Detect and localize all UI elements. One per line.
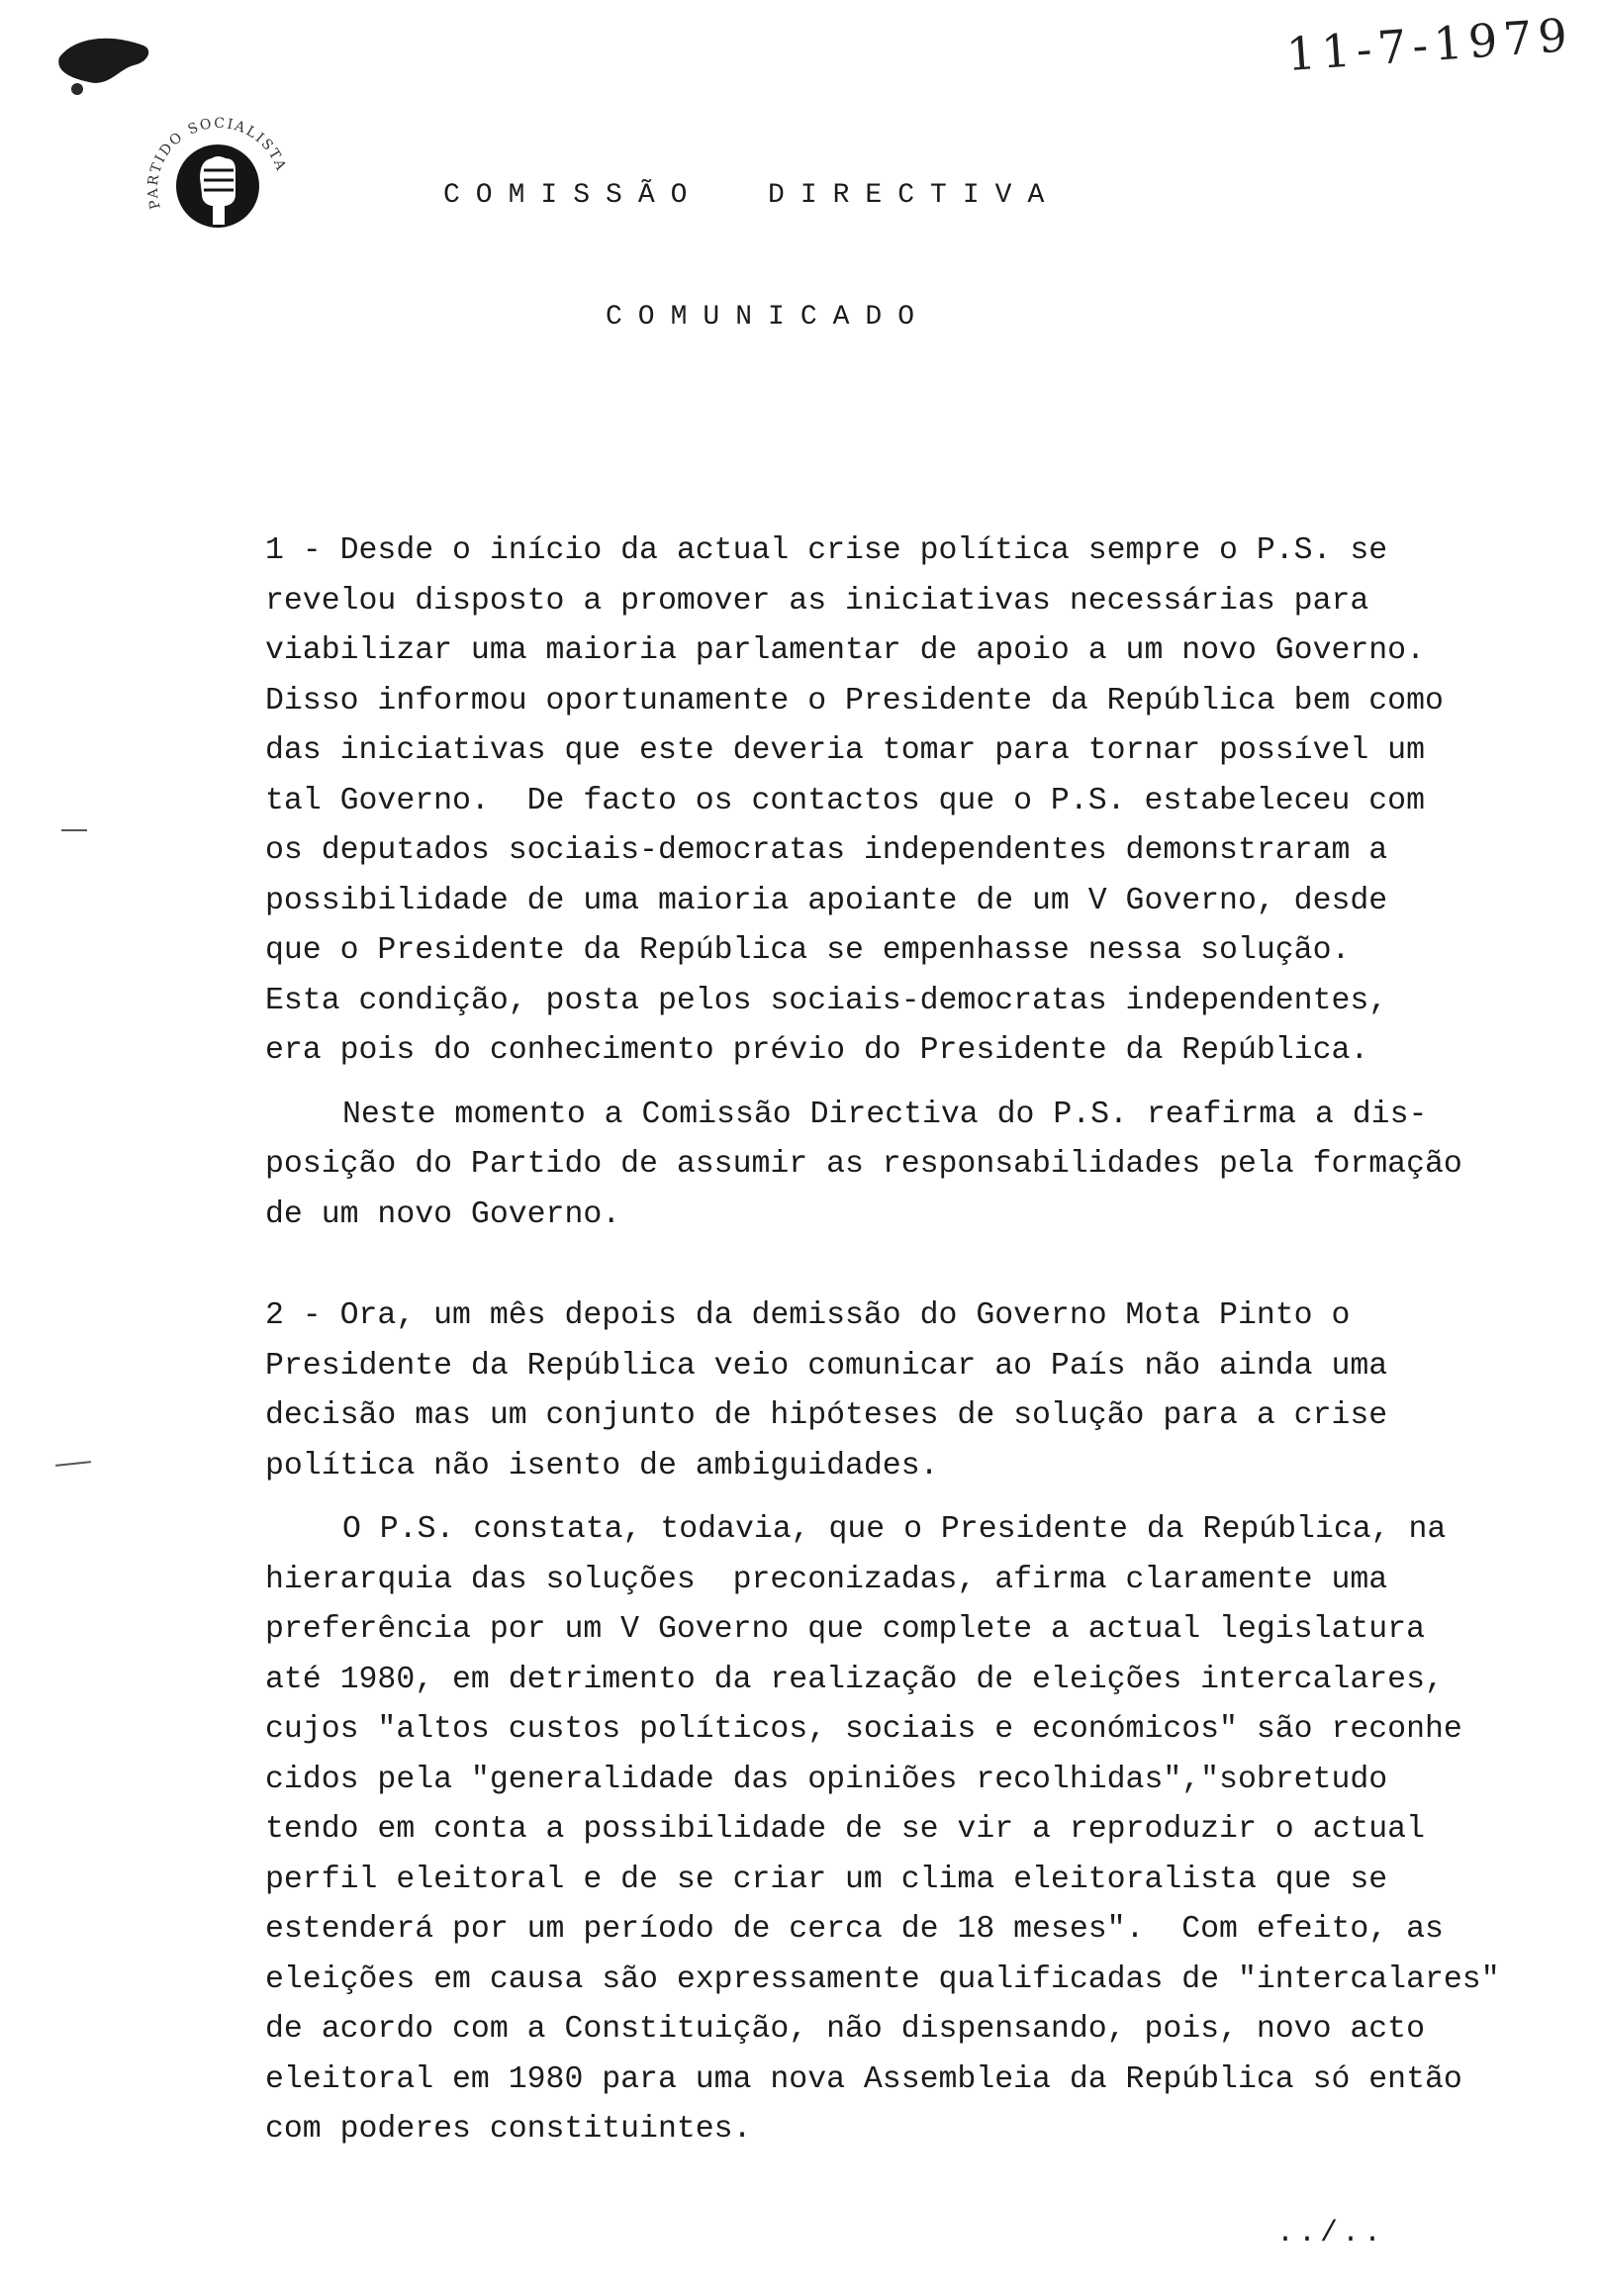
body-line: com poderes constituintes. (265, 2112, 752, 2147)
page-continuation-mark: ../.. (1276, 2217, 1386, 2250)
document-subtitle: COMUNICADO (606, 302, 931, 333)
ink-smudge (49, 28, 158, 97)
body-line: posição do Partido de assumir as responsabilidades pela formação (265, 1147, 1462, 1182)
body-line: estenderá por um período de cerca de 18 meses". Com efeito, as (265, 1912, 1444, 1947)
handwritten-date: 11-7-1979 (1284, 7, 1575, 82)
body-line: política não isento de ambiguidades. (265, 1448, 939, 1483)
body-line: revelou disposto a promover as iniciativas necessárias para (265, 583, 1369, 619)
body-line: decisão mas um conjunto de hipóteses de solução para a crise (265, 1398, 1388, 1433)
body-line: eleições em causa são expressamente qualificadas de "intercalares" (265, 1961, 1500, 1997)
body-line: hierarquia das soluções preconizadas, afirma claramente uma (265, 1562, 1388, 1597)
party-logo-icon (139, 109, 297, 247)
body-line: Disso informou oportunamente o Presidente da República bem como (265, 683, 1444, 718)
body-line: de um novo Governo. (265, 1196, 621, 1232)
body-line: eleitoral em 1980 para uma nova Assembleia da República só então (265, 2061, 1462, 2097)
body-line: Neste momento a Comissão Directiva do P.S. reafirma a dis- (342, 1097, 1428, 1132)
body-line: cujos "altos custos políticos, sociais e económicos" são reconhe (265, 1712, 1462, 1747)
body-line: era pois do conhecimento prévio do Presidente da República. (265, 1033, 1369, 1068)
body-line: de acordo com a Constituição, não dispensando, pois, novo acto (265, 2012, 1425, 2047)
section-1 (265, 526, 1552, 1240)
body-line: Presidente da República veio comunicar ao País não ainda uma (265, 1348, 1388, 1384)
body-line: Esta condição, posta pelos sociais-democratas independentes, (265, 983, 1388, 1018)
body-line: O P.S. constata, todavia, que o Presidente da República, na (342, 1512, 1447, 1547)
body-line: perfil eleitoral e de se criar um clima eleitoralista que se (265, 1862, 1388, 1897)
margin-mark (61, 829, 87, 831)
body-line: que o Presidente da República se empenhasse nessa solução. (265, 933, 1351, 968)
body-line: preferência por um V Governo que complete a actual legislatura (265, 1612, 1425, 1647)
section-2 (265, 1292, 1552, 2155)
body-line: cidos pela "generalidade das opiniões recolhidas","sobretudo (265, 1762, 1388, 1797)
margin-mark (55, 1461, 91, 1467)
body-line: tal Governo. De facto os contactos que o P.S. estabeleceu com (265, 783, 1425, 818)
document-body (265, 526, 1552, 2155)
body-line: até 1980, em detrimento da realização de eleições intercalares, (265, 1662, 1444, 1697)
body-line: viabilizar uma maioria parlamentar de apoio a um novo Governo. (265, 633, 1425, 668)
body-line: das iniciativas que este deveria tomar para tornar possível um (265, 733, 1425, 768)
document-header-title: COMISSÃO DIRECTIVA (443, 180, 1061, 211)
body-line: 2 - Ora, um mês depois da demissão do Governo Mota Pinto o (265, 1298, 1351, 1333)
body-line: tendo em conta a possibilidade de se vir a reproduzir o actual (265, 1812, 1425, 1847)
body-line: 1 - Desde o início da actual crise política sempre o P.S. se (265, 533, 1388, 568)
body-line: os deputados sociais-democratas independentes demonstraram a (265, 833, 1388, 868)
body-line: possibilidade de uma maioria apoiante de um V Governo, desde (265, 883, 1388, 918)
logo-text: PARTIDO SOCIALISTA (144, 115, 290, 211)
